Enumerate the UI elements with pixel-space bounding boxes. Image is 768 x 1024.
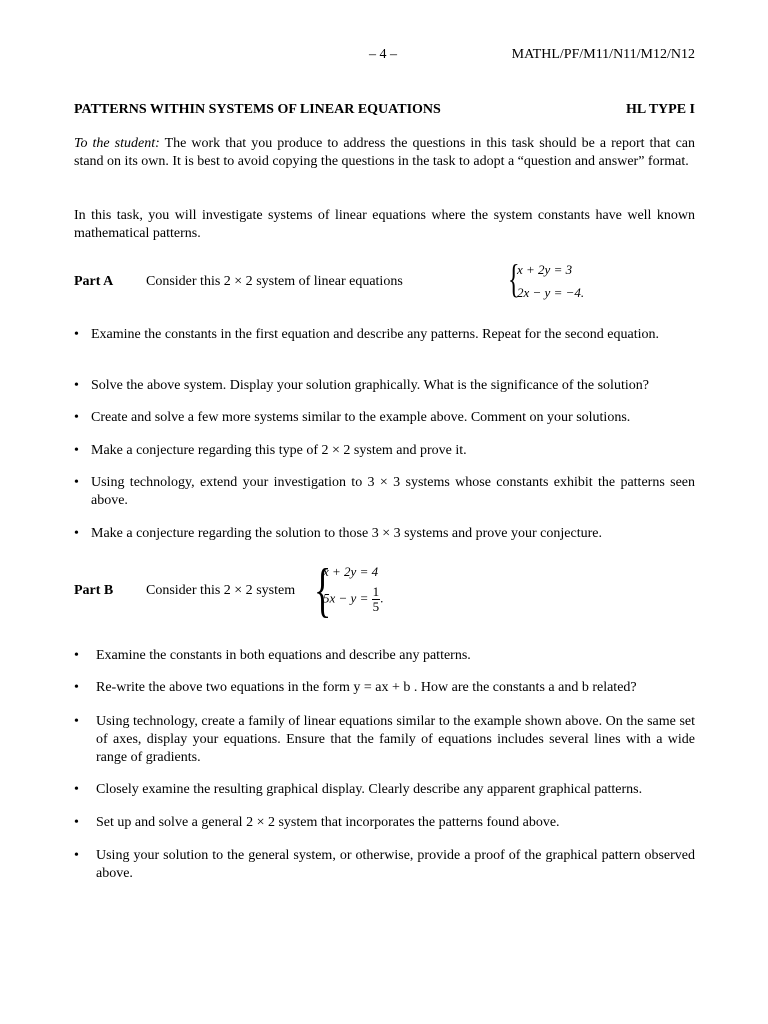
part-a-eq1: x + 2y = 3 xyxy=(517,262,573,277)
part-b-eq2: 5x − y = $\frac{1}{5}$ . xyxy=(323,584,384,614)
bullet-icon: • xyxy=(74,410,79,425)
part-b-consider: Consider this 2 × 2 system xyxy=(146,583,296,598)
bullet-icon: • xyxy=(74,378,79,393)
bullet-icon: • xyxy=(74,680,79,695)
bullet-icon: • xyxy=(74,526,79,541)
part-b-size: 2 × 2 xyxy=(223,583,253,598)
part-a-label: Part A xyxy=(74,274,114,289)
part-a-consider: Consider this 2 × 2 system of linear equations xyxy=(146,274,403,289)
part-b-label: Part B xyxy=(74,583,114,598)
bullet-icon: • xyxy=(74,648,79,663)
intro-paragraph xyxy=(74,135,695,171)
part-a-size: 2 × 2 xyxy=(223,274,253,289)
document-code: MATHL/PF/M11/N11/M12/N12 xyxy=(511,47,695,62)
bullet-icon: • xyxy=(74,848,79,863)
part-b-system xyxy=(314,557,424,626)
task-type: HL TYPE I xyxy=(626,102,695,117)
task-title: PATTERNS WITHIN SYSTEMS OF LINEAR EQUATIONS xyxy=(74,102,441,117)
page-number: – 4 – xyxy=(369,47,397,62)
task-paragraph: In this task, you will investigate systems of linear equations where the system constants have well known mathematical patterns. xyxy=(74,208,695,241)
bullet-icon: • xyxy=(74,815,79,830)
bullet-icon: • xyxy=(74,782,79,797)
part-b-eq1: x + 2y = 4 xyxy=(323,564,379,579)
part-a-eq2: 2x − y = −4. xyxy=(517,285,585,300)
page-header xyxy=(74,46,695,66)
fraction: $\frac{1}{5}$ xyxy=(372,584,380,614)
bullet-icon: • xyxy=(74,475,79,490)
document-page: – 4 – MATHL/PF/M11/N11/M12/N12 PATTERNS WITHIN SYSTEMS OF LINEAR EQUATIONS HL TYPE I To the student: The work that you produce to address the questions in this task should be a report that can stand on its own. It is best to avoid copying the questions in the task to adopt a “question and answer” format. In this task, you will investigate systems of linear equations where the system constants have well known mathematical patterns. Part A Consider this 2 × 2 system of linear equations { x + 2y = 3 2x − y = −4. • Examine the constants in the first equation and describe any patterns. Repeat for the second equation. • Solve the above system. Display your solution graphically. What is the significance of the solution? • Create and solve a few more systems similar to the example above. Comment on your solutions. • Make a conjecture regarding this type of 2 × 2 system and prove it. • Using technology, extend your investigation to 3 × 3 systems whose constants exhibit the patterns seen above. • Make a conjecture regarding the solution to those 3 × 3 systems and prove your conjecture. Part B Consider this 2 × 2 system { x + 2y = 4 5x − y = $\frac{1}{5}$ . • Examine the constants in both equations and describe any patterns. • Re-write the above two equations in the form y = ax + b . How are the constants a and b related? • Using technology, create a family of linear equations similar to the example shown above. On the same set of axes, display your equations. Ensure that the family of equations includes several lines with a wide range of gradients. • Closely examine the resulting graphical display. Clearly describe any apparent graphical patterns. • Set up and solve a general 2 × 2 system that incorporates the patterns found above. • Using your solution to the general system, or otherwise, provide a proof of the graphical pattern observed above. xyxy=(74,47,695,881)
part-a-system xyxy=(508,256,608,303)
bullet-icon: • xyxy=(74,714,79,729)
bullet-icon: • xyxy=(74,443,79,458)
task-title-bar xyxy=(74,101,695,119)
left-brace-icon: { xyxy=(508,256,520,301)
bullet-icon: • xyxy=(74,327,79,342)
intro-text: The work that you produce to address the questions in this task should be a report that can stand on its own. It is best to avoid copying the questions in the task to adopt a “question and answer” format. xyxy=(74,136,695,169)
intro-lead: To the student: xyxy=(74,136,160,151)
left-brace-icon: { xyxy=(314,557,332,623)
